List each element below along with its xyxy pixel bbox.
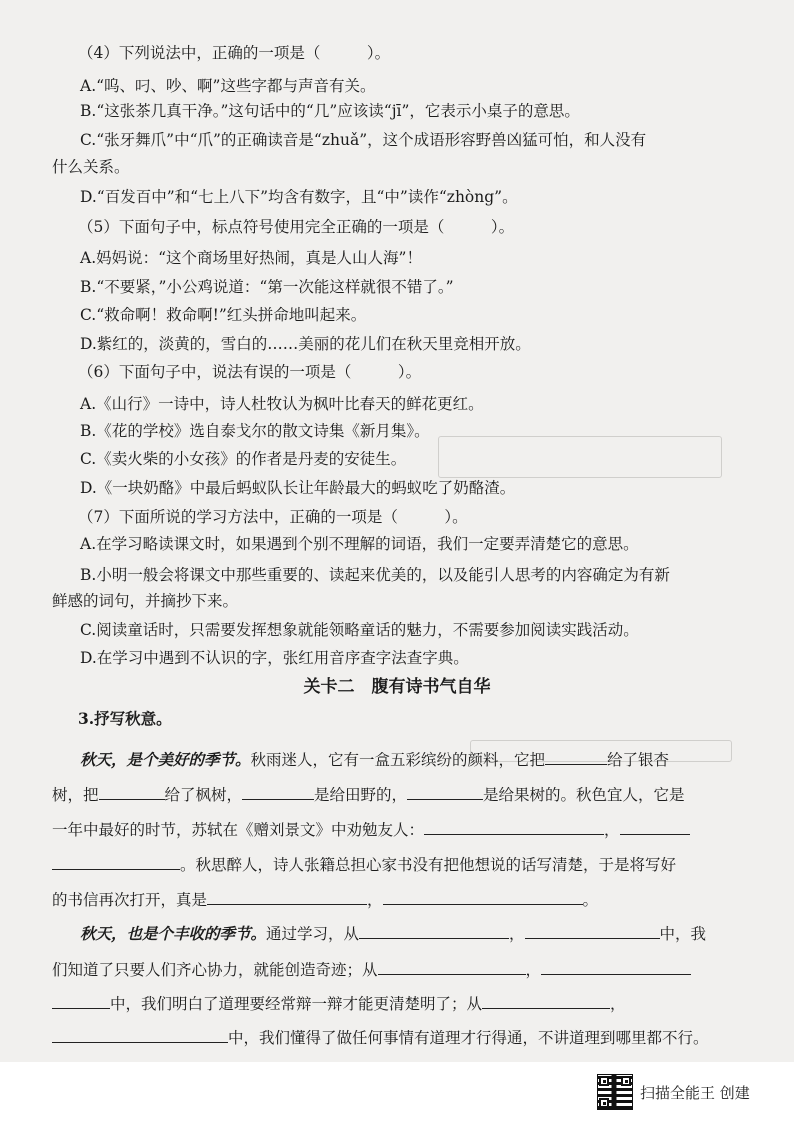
para1-text: 。秋思醉人，诗人张籍总担心家书没有把他想说的话写清楚，于是将写好 — [180, 856, 677, 874]
answer-blank[interactable] — [378, 958, 526, 975]
scanner-brand-label: 扫描全能王 创建 — [640, 1084, 750, 1102]
qr-finder — [621, 1076, 631, 1086]
answer-blank[interactable] — [620, 818, 690, 835]
para1-text: 是给田野的， — [314, 786, 408, 804]
para1-text: 一年中最好的时节，苏轼在《赠刘景文》中劝勉友人： — [52, 821, 425, 839]
para1-text: 给了枫树， — [164, 786, 243, 804]
q5-option-b: B.“不要紧，”小公鸡说道：“第一次能这样就很不错了。” — [80, 278, 454, 296]
para1-line-2 — [52, 783, 782, 805]
para1-text: 秋雨迷人，它有一盒五彩缤纷的颜料，它把 — [250, 751, 546, 769]
para1-lead: 秋天，是个美好的季节。 — [80, 750, 251, 769]
answer-blank[interactable] — [424, 818, 604, 835]
q6-option-d: D.《一块奶酪》中最后蚂蚁队长让年龄最大的蚂蚁吃了奶酪渣。 — [80, 479, 516, 497]
q4-option-c: C.“张牙舞爪”中“爪”的正确读音是“zhuǎ”，这个成语形容野兽凶猛可怕，和人没有 — [80, 131, 647, 149]
para2-line-1 — [80, 922, 780, 944]
answer-blank[interactable] — [207, 888, 367, 905]
para2-text: 通过学习，从 — [266, 925, 360, 943]
para2-text: ， — [509, 925, 525, 943]
para1-text: 给了银杏 — [607, 751, 670, 769]
answer-blank[interactable] — [482, 992, 610, 1009]
para2-lead: 秋天，也是个丰收的季节。 — [80, 924, 267, 943]
para1-text: ， — [604, 821, 620, 839]
answer-blank[interactable] — [242, 783, 314, 800]
para2-text: 中，我们懂得了做任何事情有道理才行得通，不讲道理到哪里都不行。 — [228, 1029, 709, 1047]
para2-text: 们知道了只要人们齐心协力，就能创造奇迹；从 — [52, 961, 378, 979]
para1-text: 树，把 — [52, 786, 99, 804]
q7-option-a: A.在学习略读课文时，如果遇到个别不理解的词语，我们一定要弄清楚它的意思。 — [80, 535, 639, 553]
para2-line-4 — [52, 1026, 782, 1048]
answer-blank[interactable] — [52, 992, 110, 1009]
q7-option-b: B.小明一般会将课文中那些重要的、读起来优美的，以及能引人思考的内容确定为有新 — [80, 566, 670, 584]
para2-text: ， — [525, 961, 542, 979]
para2-line-2 — [52, 958, 782, 980]
q4-option-c-cont: 什么关系。 — [52, 158, 130, 176]
para1-text: 是给果树的。秋色宜人，它是 — [483, 786, 685, 804]
q7-option-c: C.阅读童话时，只需要发挥想象就能领略童话的魅力，不需要参加阅读实践活动。 — [80, 621, 639, 639]
q6-stem: （6）下面句子中，说法有误的一项是（ ）。 — [78, 363, 422, 381]
para2-text: 中，我们明白了道理要经常辩一辩才能更清楚明了；从 — [110, 995, 483, 1013]
answer-blank[interactable] — [407, 783, 483, 800]
para2-line-3 — [52, 992, 782, 1014]
q6-option-b: B.《花的学校》选自泰戈尔的散文诗集《新月集》。 — [80, 422, 430, 440]
q4-option-a: A.“呜、叼、吵、啊”这些字都与声音有关。 — [80, 77, 376, 95]
qr-finder — [599, 1098, 609, 1108]
qr-code-icon[interactable] — [597, 1074, 633, 1110]
answer-blank[interactable] — [525, 922, 660, 939]
q5-option-a: A.妈妈说：“这个商场里好热闹，真是人山人海”！ — [80, 249, 422, 267]
para2-text: 中，我 — [659, 925, 707, 943]
para1-text: 。 — [582, 891, 599, 909]
qr-finder — [599, 1076, 609, 1086]
q5-stem: （5）下面句子中，标点符号使用完全正确的一项是（ ）。 — [78, 218, 515, 236]
answer-blank[interactable] — [52, 853, 180, 870]
para1-text: 的书信再次打开，真是 — [52, 891, 208, 909]
q3-title: 3.抒写秋意。 — [78, 709, 172, 728]
q6-option-c: C.《卖火柴的小女孩》的作者是丹麦的安徒生。 — [80, 450, 407, 468]
para1-text: ， — [367, 891, 383, 909]
q4-option-b: B.“这张茶几真干净。”这句话中的“几”应该读“jī”，它表示小桌子的意思。 — [80, 102, 580, 120]
answer-blank[interactable] — [99, 783, 165, 800]
answer-blank[interactable] — [52, 1026, 228, 1043]
answer-blank[interactable] — [383, 888, 583, 905]
para1-line-1 — [80, 748, 780, 770]
q6-option-a: A.《山行》一诗中，诗人杜牧认为枫叶比春天的鲜花更红。 — [80, 395, 484, 413]
q4-stem: （4）下列说法中，正确的一项是（ ）。 — [78, 44, 391, 62]
para1-line-3 — [52, 818, 782, 840]
answer-blank[interactable] — [541, 958, 691, 975]
answer-blank[interactable] — [359, 922, 509, 939]
q5-option-d: D.紫红的，淡黄的，雪白的……美丽的花儿们在秋天里竞相开放。 — [80, 335, 531, 353]
para2-text: ， — [610, 995, 626, 1013]
para1-line-4 — [52, 853, 782, 875]
q7-option-d: D.在学习中遇到不认识的字，张红用音序查字法查字典。 — [80, 649, 469, 667]
para1-line-5 — [52, 888, 782, 910]
q4-option-d: D.“百发百中”和“七上八下”均含有数字，且“中”读作“zhòng”。 — [80, 188, 518, 206]
section-title: 关卡二 腹有诗书气自华 — [303, 677, 491, 697]
q7-stem: （7）下面所说的学习方法中，正确的一项是（ ）。 — [78, 508, 468, 526]
answer-blank[interactable] — [545, 748, 607, 765]
q7-option-b-cont: 鲜感的词句，并摘抄下来。 — [52, 592, 239, 610]
q5-option-c: C.“救命啊！救命啊!”红头拼命地叫起来。 — [80, 306, 367, 324]
